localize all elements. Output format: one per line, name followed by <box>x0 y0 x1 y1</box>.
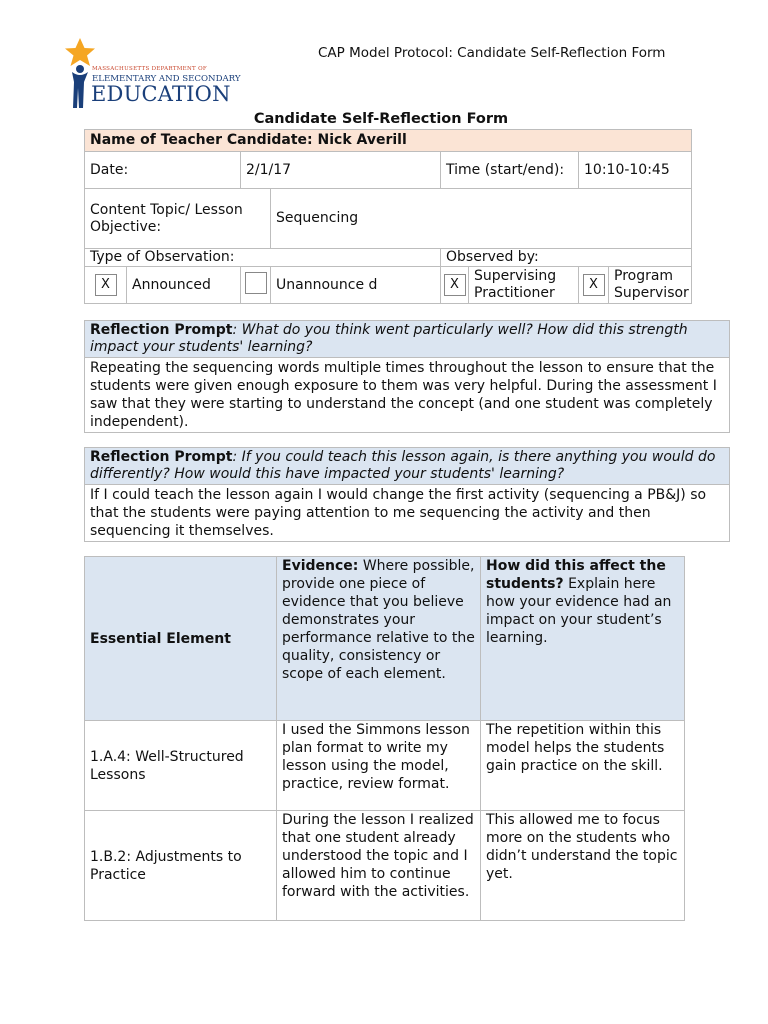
evidence-cell: During the lesson I realized that one student already understood the topic and I allowed him to continue forward with the activities. <box>277 811 481 921</box>
evidence-header-bold: Evidence: <box>282 558 359 574</box>
element-cell: 1.B.2: Adjustments to Practice <box>85 811 277 921</box>
program-supervisor-mark: X <box>583 274 605 296</box>
logo-small-text: MASSACHUSETTS DEPARTMENT OF <box>92 66 207 72</box>
reflection-answer-1: Repeating the sequencing words multiple times throughout the lesson to ensure that the students were given enough exposure to them was very helpful. During the assessment I saw that they were starting to understand the concept (and one student was completely independent). <box>85 358 730 433</box>
dese-logo <box>62 38 241 114</box>
impact-header <box>481 557 685 721</box>
table-row <box>85 721 685 811</box>
announced-mark: X <box>95 274 117 296</box>
reflection-prompt-2-table <box>84 447 730 542</box>
reflection-prompt-1-table <box>84 320 730 433</box>
prompt-2-question: : If you could teach this lesson again, is there anything you would do differently? How would this have impacted your students' learning? <box>90 449 716 482</box>
topic-label: Content Topic/ Lesson Objective: <box>85 189 271 249</box>
unannounced-mark <box>245 272 267 294</box>
topic-value: Sequencing <box>271 189 692 249</box>
document-header-title: CAP Model Protocol: Candidate Self-Reflection Form <box>318 45 666 61</box>
logo-mid-text: ELEMENTARY AND SECONDARY <box>92 74 241 84</box>
logo-big-text: EDUCATION <box>91 82 231 106</box>
program-supervisor-label: Program Supervisor <box>609 267 692 304</box>
candidate-info-table <box>84 129 692 304</box>
observation-type-label: Type of Observation: <box>85 249 441 267</box>
candidate-name: Name of Teacher Candidate: Nick Averill <box>85 130 692 152</box>
observed-by-label: Observed by: <box>441 249 692 267</box>
impact-cell: This allowed me to focus more on the students who didn’t understand the topic yet. <box>481 811 685 921</box>
form-title: Candidate Self-Reflection Form <box>253 111 509 127</box>
impact-header-bold: How did this affect the students? <box>486 558 666 592</box>
reflection-prompt-2 <box>85 448 730 485</box>
announced-checkbox[interactable] <box>85 267 127 304</box>
essential-elements-table <box>84 556 685 921</box>
prompt-1-label: Reflection Prompt <box>90 322 233 338</box>
table-row <box>85 811 685 921</box>
time-label: Time (start/end): <box>441 152 579 189</box>
time-value: 10:10-10:45 <box>579 152 692 189</box>
impact-cell: The repetition within this model helps the students gain practice on the skill. <box>481 721 685 811</box>
unannounced-checkbox[interactable] <box>241 267 271 304</box>
evidence-header-text: Where possible, provide one piece of evidence that you believe demonstrates your performance relative to the quality, consistency or scope of each element. <box>282 558 475 682</box>
date-value: 2/1/17 <box>241 152 441 189</box>
supervising-practitioner-checkbox[interactable] <box>441 267 469 304</box>
unannounced-label: Unannounce d <box>271 267 441 304</box>
program-supervisor-checkbox[interactable] <box>579 267 609 304</box>
reflection-prompt-1 <box>85 321 730 358</box>
evidence-header <box>277 557 481 721</box>
element-cell: 1.A.4: Well-Structured Lessons <box>85 721 277 811</box>
reflection-answer-2: If I could teach the lesson again I would change the first activity (sequencing a PB&J) so that the students were paying attention to me sequencing the activity and then sequencing it themselves. <box>85 485 730 542</box>
essential-element-header: Essential Element <box>85 557 277 721</box>
prompt-2-label: Reflection Prompt <box>90 449 233 465</box>
prompt-1-question: : What do you think went particularly well? How did this strength impact your students' learning? <box>90 322 688 355</box>
supervising-practitioner-mark: X <box>444 274 466 296</box>
announced-label: Announced <box>127 267 241 304</box>
supervising-practitioner-label: Supervising Practitioner <box>469 267 579 304</box>
evidence-cell: I used the Simmons lesson plan format to write my lesson using the model, practice, review format. <box>277 721 481 811</box>
date-label: Date: <box>85 152 241 189</box>
impact-header-text: Explain here how your evidence had an impact on your student’s learning. <box>486 576 672 646</box>
